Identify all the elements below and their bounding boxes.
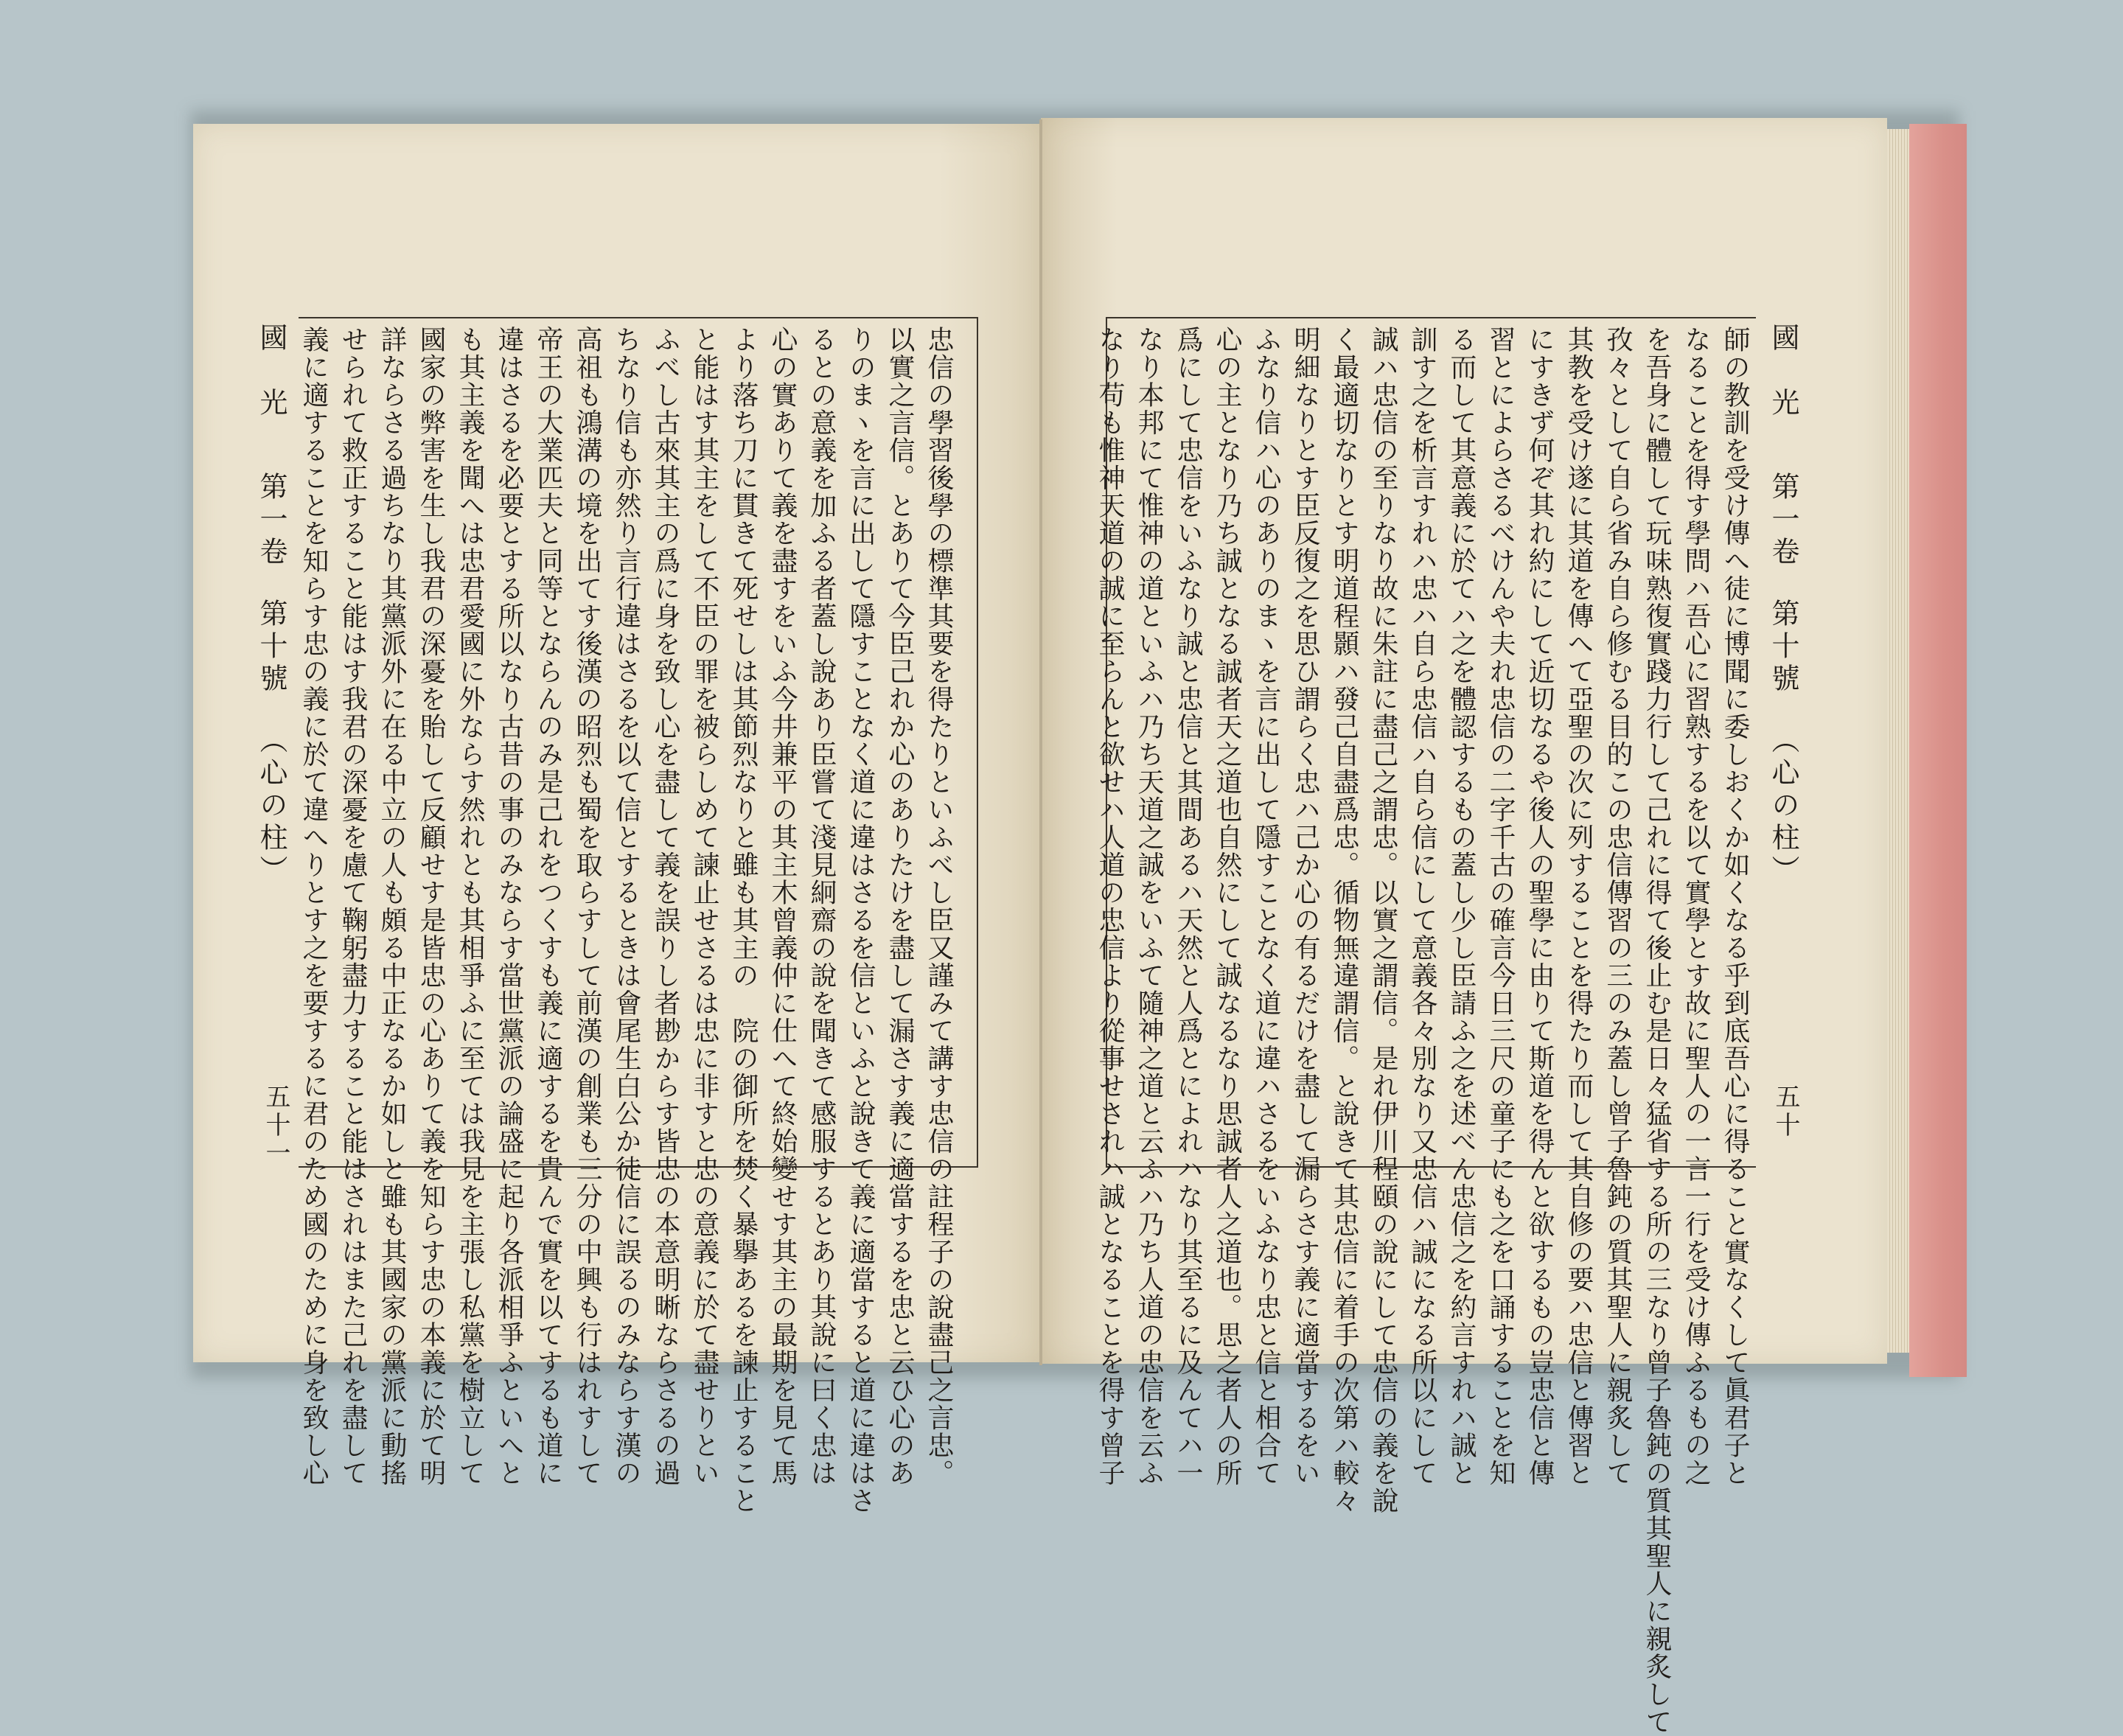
left-text-line: より落ち刀に貫きて死せしは其節烈なりと雖も其主の 院の御所を焚く暴擧あるを諫止すること <box>728 326 759 1515</box>
left-text-line: せられて救正すること能はす我君の深憂を慮て鞠躬盡力すること能はされはまた己れを盡して <box>338 326 368 1487</box>
left-text-line: 國家の弊害を生し我君の深憂を貽して反顧せす是皆忠の心ありて義を知らす忠の本義に於て明 <box>416 326 446 1487</box>
left-text-line: 高祖も鴻溝の境を出てす後漢の昭烈も蜀を取らすして前漢の創業も三分の中興も行はれすして <box>572 326 602 1487</box>
right-text-line: 誠ハ忠信の至りなり故に朱註に盡己之謂忠。以實之謂信。是れ伊川程頤の說にして忠信の義を說 <box>1368 326 1398 1515</box>
left-header-section: （心の柱） <box>255 725 287 888</box>
left-text-line: 違はさるを必要とする所以なり古昔の事のみならす當世黨派の論盛に起り各派相爭ふといへと <box>494 326 524 1487</box>
left-header-title: 國 光 <box>255 323 287 420</box>
right-text-line: 習とによらさるべけんや夫れ忠信の二字千古の確言今日三尺の童子にも之を口誦することを知 <box>1485 326 1516 1487</box>
left-text-line: 忠信の學習後學の標準其要を得たりといふべし臣又謹みて講す忠信の註程子の說盡己之言忠。 <box>924 326 954 1487</box>
left-text-line: 義に適することを知らす忠の義に於て違へりとす之を要するに君のため國のために身を致し心 <box>299 326 329 1487</box>
left-text-line: 帝王の大業匹夫と同等とならんのみ是己れをつくすも義に適するを貴んで實を以てするも道に <box>533 326 563 1487</box>
left-text-line: も其主義を聞へは忠君愛國に外ならす然れとも其相爭ふに至ては我見を主張し私黨を樹立して <box>455 326 485 1487</box>
left-text-line: 以實之言信。とありて今臣己れか心のありたけを盡して漏さす義に適當するを忠と云ひ心のあ <box>885 326 915 1487</box>
page-edges <box>1887 129 1911 1353</box>
right-text-line: く最適切なりとす明道程顥ハ發己自盡爲忠。循物無違謂信。と說きて其忠信に着手の次第ハ較々 <box>1329 326 1359 1515</box>
right-header-volume: 第一卷 <box>1767 472 1799 569</box>
right-text-line: 師の教訓を受け傳へ徒に博聞に委しおくか如くなる乎到底吾心に得ること實なくして眞君子と <box>1720 326 1750 1487</box>
right-text-line: る而して其意義に於てハ之を體認するもの蓋し少し臣請ふ之を述べん忠信之を約言すれハ誠と <box>1446 326 1477 1487</box>
left-header-volume: 第一卷 <box>255 472 287 569</box>
right-text-line: 心の主となり乃ち誠となる誠者天之道也自然にして誠なるなり思誠者人之道也。思之者人の所 <box>1212 326 1242 1487</box>
right-page-number: 五十 <box>1771 1084 1800 1140</box>
pink-cover-edge <box>1909 124 1967 1377</box>
right-running-header <box>1765 323 1804 1163</box>
right-text-line: 孜々として自ら省み自ら修むる目的この忠信傳習の三のみ蓋し曾子魯鈍の質其聖人に親炙して <box>1603 326 1633 1487</box>
left-text-line: るとの意義を加ふる者蓋し說あり臣嘗て淺見絅齋の說を聞きて感服するとあり其說に曰く忠は <box>806 326 837 1487</box>
right-text-line: なり苟も惟神天道の誠に至らんと欲せハ人道の忠信より從事せされハ誠となることを得す曾子 <box>1095 326 1125 1487</box>
right-body-text <box>1095 326 1754 1736</box>
left-running-header <box>254 323 292 1163</box>
right-text-line: 明細なりとす臣反復之を思ひ謂らく忠ハ己か心の有るだけを盡して漏らさす義に適當するをい <box>1290 326 1320 1487</box>
right-text-line: にすきず何ぞ其れ約にして近切なるや後人の聖學に由りて斯道を得んと欲するもの豈忠信と傳 <box>1524 326 1555 1487</box>
right-text-line: 爲にして忠信をいふなり誠と忠信と其間あるハ天然と人爲とによれハなり其至るに及んてハ一 <box>1173 326 1203 1487</box>
right-text-line: 其教を受け遂に其道を傳へて亞聖の次に列することを得たり而して其自修の要ハ忠信と傳習と <box>1564 326 1594 1487</box>
right-text-line: 訓す之を析言すれハ忠ハ自ら忠信ハ自ら信にして意義各々別なり又忠信ハ誠になる所以にして <box>1407 326 1437 1487</box>
right-text-line: ふなり信ハ心のありのまヽを言に出して隱すことなく道に違ハさるをいふなり忠と信と相合て <box>1251 326 1281 1487</box>
right-text-line: を吾身に體して玩味熟復實踐力行して己れに得て後止む是日々猛省する所の三なり曾子魯鈍の質其聖人に親炙して <box>1642 326 1672 1736</box>
right-header-section: （心の柱） <box>1767 725 1799 888</box>
left-text-line: ちなり信も亦然り言行違はさるを以て信とするときは會尾生白公か徒信に誤るのみならす漢の <box>611 326 641 1487</box>
left-text-line: りのまヽを言に出して隱すことなく道に違はさるを信といふと說きて義に適當すると道に違はさ <box>846 326 876 1515</box>
left-header-issue: 第十號 <box>255 599 287 696</box>
right-header-issue: 第十號 <box>1767 599 1799 696</box>
left-body-text <box>299 326 958 1515</box>
left-text-line: 詳ならさる過ちなり其黨派外に在る中立の人も頗る中正なるか如しと雖も其國家の黨派に動搖 <box>377 326 407 1487</box>
left-page-number: 五十一 <box>261 1084 290 1168</box>
book-gutter <box>1039 119 1042 1365</box>
left-text-line: と能はす其主をして不臣の罪を被らしめて諫止せさるは忠に非すと忠の意義に於て盡せりとい <box>689 326 719 1487</box>
right-header-title: 國 光 <box>1767 323 1799 420</box>
right-text-line: なり本邦にて惟神の道といふハ乃ち天道之誠をいふて隨神之道と云ふハ乃ち人道の忠信を云ふ <box>1134 326 1164 1487</box>
left-text-line: ふべし古來其主の爲に身を致し心を盡して義を誤りし者尠からす皆忠の本意明晰ならさるの過 <box>650 326 680 1487</box>
right-text-line: なることを得す學問ハ吾心に習熟するを以て實學とす故に聖人の一言一行を受け傳ふるもの之 <box>1681 326 1711 1487</box>
left-text-line: 心の實ありて義を盡すをいふ今井兼平の其主木曾義仲に仕へて終始變せす其主の最期を見て馬 <box>767 326 798 1487</box>
